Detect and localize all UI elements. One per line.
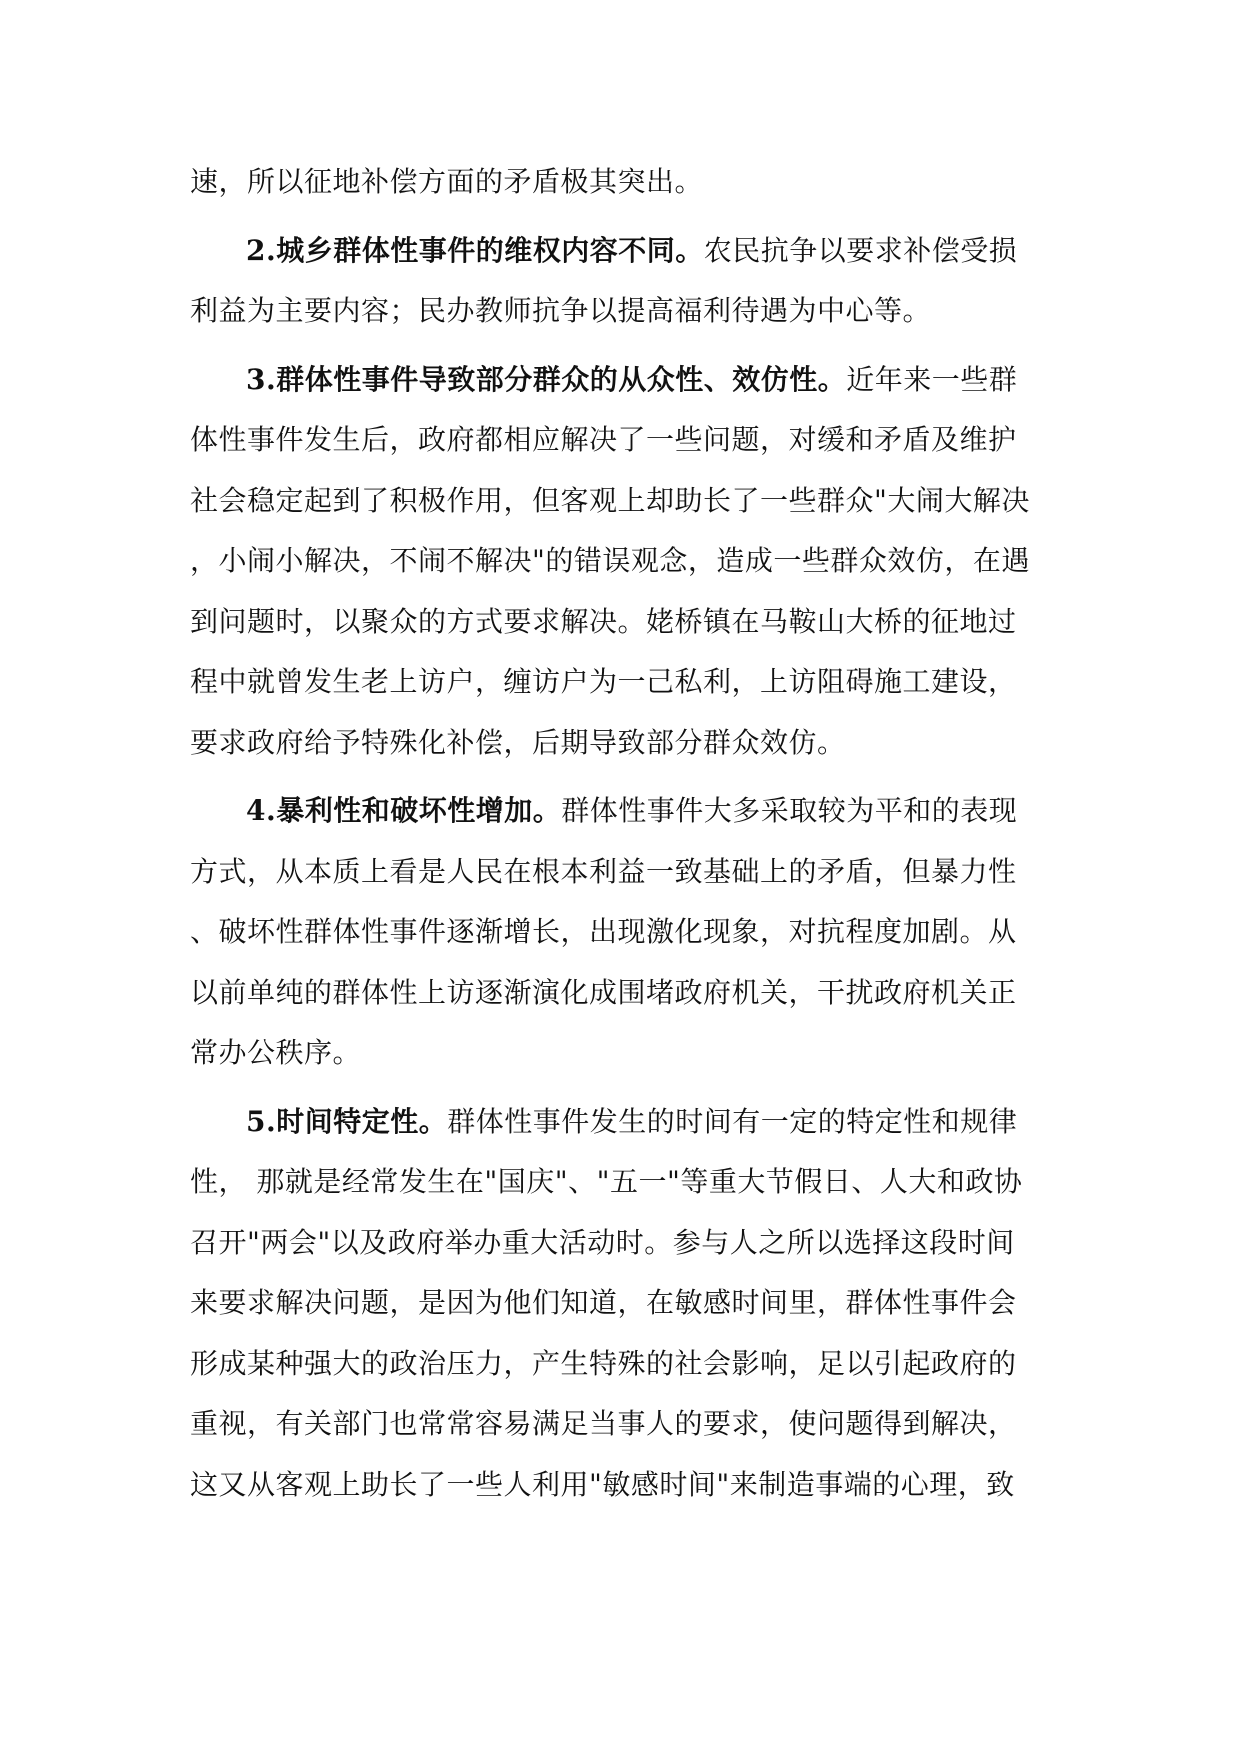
line-text: 到问题时，以聚众的方式要求解决。姥桥镇在马鞍山大桥的征地过 bbox=[190, 604, 1017, 638]
line-text: 群体性事件发生的时间有一定的特定性和规律 bbox=[447, 1104, 1018, 1138]
text-line bbox=[190, 152, 1050, 213]
line-text: 近年来一些群 bbox=[846, 362, 1018, 396]
text-line bbox=[190, 1273, 1050, 1334]
document-body bbox=[190, 152, 1050, 1515]
line-text: 方式，从本质上看是人民在根本利益一致基础上的矛盾，但暴力性 bbox=[190, 854, 1017, 888]
text-line bbox=[190, 1023, 1050, 1084]
text-line bbox=[190, 1455, 1050, 1516]
text-line bbox=[190, 842, 1050, 903]
paragraph-gap bbox=[190, 213, 1050, 221]
text-line bbox=[190, 281, 1050, 342]
line-text: 程中就曾发生老上访户，缠访户为一己私利，上访阻碍施工建设， bbox=[190, 665, 1017, 698]
line-text: 要求政府给予特殊化补偿，后期导致部分群众效仿。 bbox=[190, 725, 846, 759]
text-line bbox=[190, 221, 1050, 282]
line-text: 群体性事件大多采取较为平和的表现 bbox=[561, 794, 1018, 827]
line-text: 、破坏性群体性事件逐渐增长，出现激化现象，对抗程度加剧。从 bbox=[190, 915, 1017, 948]
item-heading: 2.城乡群体性事件的维权内容不同。 bbox=[246, 233, 704, 267]
text-line bbox=[190, 963, 1050, 1024]
line-text: 社会稳定起到了积极作用，但客观上却助长了一些群众"大闹大解决 bbox=[190, 483, 1030, 517]
item-heading: 4.暴利性和破坏性增加。 bbox=[246, 794, 562, 827]
text-line bbox=[190, 781, 1050, 842]
text-line bbox=[190, 1092, 1050, 1153]
line-text: 性， 那就是经常发生在"国庆"、"五一"等重大节假日、人大和政协 bbox=[190, 1165, 1023, 1198]
text-line bbox=[190, 902, 1050, 963]
text-line bbox=[190, 531, 1050, 592]
line-text: 形成某种强大的政治压力，产生特殊的社会影响，足以引起政府的 bbox=[190, 1346, 1017, 1380]
text-line bbox=[190, 471, 1050, 532]
text-line bbox=[190, 713, 1050, 774]
paragraph-gap bbox=[190, 1084, 1050, 1092]
text-line bbox=[190, 1152, 1050, 1213]
line-text: 这又从客观上助长了一些人利用"敏感时间"来制造事端的心理，致 bbox=[190, 1467, 1015, 1501]
paragraph-gap bbox=[190, 342, 1050, 350]
text-line bbox=[190, 1394, 1050, 1455]
line-text: 召开"两会"以及政府举办重大活动时。参与人之所以选择这段时间 bbox=[190, 1225, 1015, 1259]
text-line bbox=[190, 1334, 1050, 1395]
paragraph-gap bbox=[190, 773, 1050, 781]
text-line bbox=[190, 1213, 1050, 1274]
line-text: 速，所以征地补偿方面的矛盾极其突出。 bbox=[190, 165, 704, 198]
line-text: ，小闹小解决，不闹不解决"的错误观念，造成一些群众效仿，在遇 bbox=[190, 544, 1030, 577]
line-text: 农民抗争以要求补偿受损 bbox=[703, 233, 1018, 267]
text-line bbox=[190, 350, 1050, 411]
item-heading: 3.群体性事件导致部分群众的从众性、效仿性。 bbox=[246, 362, 847, 396]
line-text: 常办公秩序。 bbox=[190, 1036, 362, 1069]
line-text: 利益为主要内容；民办教师抗争以提高福利待遇为中心等。 bbox=[190, 294, 932, 327]
text-line bbox=[190, 652, 1050, 713]
text-line bbox=[190, 410, 1050, 471]
line-text: 体性事件发生后，政府都相应解决了一些问题，对缓和矛盾及维护 bbox=[190, 423, 1017, 456]
line-text: 以前单纯的群体性上访逐渐演化成围堵政府机关，干扰政府机关正 bbox=[190, 975, 1017, 1009]
text-line bbox=[190, 592, 1050, 653]
line-text: 重视，有关部门也常常容易满足当事人的要求，使问题得到解决， bbox=[190, 1407, 1017, 1440]
line-text: 来要求解决问题，是因为他们知道，在敏感时间里，群体性事件会 bbox=[190, 1286, 1017, 1319]
item-heading: 5.时间特定性。 bbox=[246, 1104, 448, 1138]
